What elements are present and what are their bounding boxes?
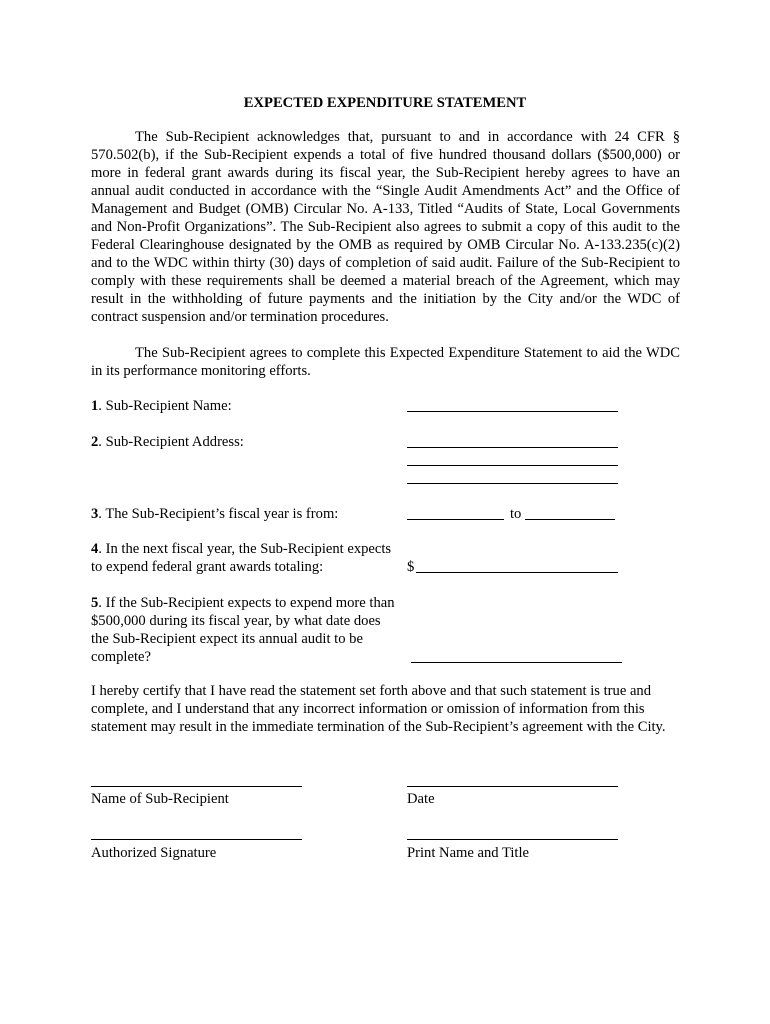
expected-expenditure-amount-field[interactable] — [416, 572, 618, 573]
item-4-label: 4. In the next fiscal year, the Sub-Recipient expects to expend federal grant awards totaling: — [91, 541, 392, 575]
print-name-title-label: Print Name and Title — [407, 845, 530, 861]
subrecipient-address-field-line-2[interactable] — [407, 465, 618, 466]
agreement-text: The Sub-Recipient agrees to complete this Expected Expenditure Statement to aid the WDC in its performance monitoring efforts. — [91, 345, 680, 379]
audit-completion-date-field[interactable] — [411, 662, 622, 663]
item-1-label: 1. Sub-Recipient Name: — [91, 398, 232, 414]
fiscal-year-end-field[interactable] — [525, 519, 615, 520]
fiscal-year-to-connector: to — [510, 506, 522, 522]
subrecipient-name-signature-line[interactable] — [91, 786, 302, 787]
acknowledgement-text: The Sub-Recipient acknowledges that, pursuant to and in accordance with 24 CFR § 570.502(b), if the Sub-Recipient expends a total of five hundred thousand dollars ($500,000) or more in federal grant awards during its fiscal year, the Sub-Recipient hereby agrees to have an annual audit conducted in accordance with the “Single Audit Amendments Act” and the Office of Management and Budget (OMB) Circular No. A-133, Titled “Audits of State, Local Governments and Non-Profit Organizations”. The Sub-Recipient also agrees to submit a copy of this audit to the Federal Clearinghouse designated by the OMB as required by OMB Circular No. A-133.235(c)(2) and to the WDC within thirty (30) days of completion of said audit. Failure of the Sub-Recipient to comply with these requirements shall be deemed a material breach of the Agreement, which may result in the withholding of future payments and the initiation by the City and/or the WDC of contract suspension and/or termination procedures. — [91, 129, 680, 325]
fiscal-year-start-field[interactable] — [407, 519, 504, 520]
item-3-label: 3. The Sub-Recipient’s fiscal year is from: — [91, 506, 339, 522]
authorized-signature-line[interactable] — [91, 839, 302, 840]
acknowledgement-paragraph — [91, 128, 680, 326]
document-title: EXPECTED EXPENDITURE STATEMENT — [243, 95, 527, 111]
agreement-paragraph — [91, 344, 680, 380]
subrecipient-name-field[interactable] — [407, 411, 618, 412]
date-label: Date — [407, 791, 435, 807]
subrecipient-address-field-line-3[interactable] — [407, 483, 618, 484]
certification-paragraph: I hereby certify that I have read the statement set forth above and that such statement is true and complete, and I understand that any incorrect information or omission of information from this statement may result in the immediate termination of the Sub-Recipient’s agreement with the City. — [91, 683, 666, 735]
print-name-title-line[interactable] — [407, 839, 618, 840]
item-5-label: 5. If the Sub-Recipient expects to expend more than $500,000 during its fiscal year, by what date does the Sub-Recipient expect its annual audit to be complete? — [91, 595, 395, 665]
authorized-signature-label: Authorized Signature — [91, 845, 217, 861]
dollar-sign: $ — [407, 559, 415, 575]
item-2-label: 2. Sub-Recipient Address: — [91, 434, 244, 450]
date-signature-line[interactable] — [407, 786, 618, 787]
name-of-subrecipient-label: Name of Sub-Recipient — [91, 791, 229, 807]
subrecipient-address-field-line-1[interactable] — [407, 447, 618, 448]
